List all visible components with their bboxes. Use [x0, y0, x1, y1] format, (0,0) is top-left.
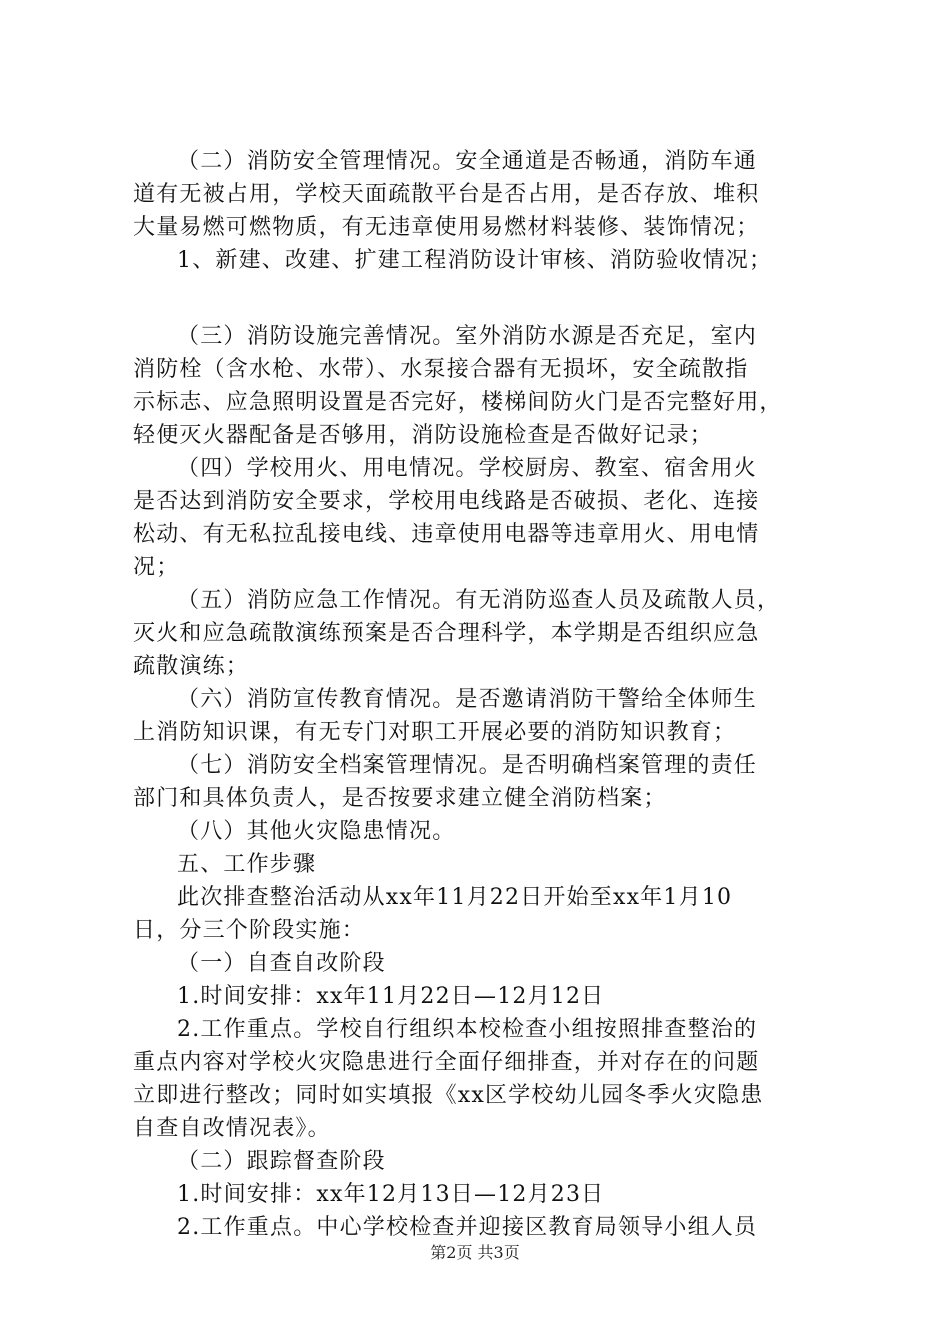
document-body — [133, 145, 833, 1244]
text-line: 1、新建、改建、扩建工程消防设计审核、消防验收情况； — [177, 248, 773, 273]
text-line: 况； — [133, 555, 180, 580]
text-line: 是否达到消防安全要求，学校用电线路是否破损、老化、连接 — [133, 489, 760, 514]
text-line: 轻便灭火器配备是否够用，消防设施检查是否做好记录； — [133, 423, 714, 448]
section-heading: 五、工作步骤 — [177, 852, 317, 877]
text-line: 疏散演练； — [133, 654, 250, 679]
text-line: （六）消防宣传教育情况。是否邀请消防干警给全体师生 — [177, 687, 758, 712]
text-line: 日，分三个阶段实施： — [133, 918, 366, 943]
text-line: 重点内容对学校火灾隐患进行全面仔细排查，并对存在的问题 — [133, 1050, 760, 1075]
text-line: 立即进行整改；同时如实填报《xx区学校幼儿园冬季火灾隐患 — [133, 1083, 764, 1108]
subsection-heading: （二）跟踪督查阶段 — [177, 1149, 386, 1174]
text-line: 2.工作重点。中心学校检查并迎接区教育局领导小组人员 — [177, 1215, 758, 1240]
text-line: 灭火和应急疏散演练预案是否合理科学，本学期是否组织应急 — [133, 621, 760, 646]
text-line: （三）消防设施完善情况。室外消防水源是否充足，室内 — [177, 324, 758, 349]
text-line: 此次排查整治活动从xx年11月22日开始至xx年1月10 — [177, 885, 733, 910]
text-line: 消防栓（含水枪、水带）、水泵接合器有无损坏，安全疏散指 — [133, 357, 749, 382]
subsection-heading: （一）自查自改阶段 — [177, 951, 386, 976]
text-line: （四）学校用火、用电情况。学校厨房、教室、宿舍用火 — [177, 456, 758, 481]
blank-line — [133, 277, 833, 320]
text-line: 自查自改情况表》。 — [133, 1116, 331, 1141]
text-line: 2.工作重点。学校自行组织本校检查小组按照排查整治的 — [177, 1017, 758, 1042]
text-line: 部门和具体负责人，是否按要求建立健全消防档案； — [133, 786, 667, 811]
text-line: 松动、有无私拉乱接电线、违章使用电器等违章用火、用电情 — [133, 522, 760, 547]
text-line: 1.时间安排：xx年11月22日—12月12日 — [177, 984, 605, 1009]
text-line: 1.时间安排：xx年12月13日—12月23日 — [177, 1182, 605, 1207]
text-line: （五）消防应急工作情况。有无消防巡查人员及疏散人员， — [177, 588, 781, 613]
text-line: （八）其他火灾隐患情况。 — [177, 819, 456, 844]
text-line: （七）消防安全档案管理情况。是否明确档案管理的责任 — [177, 753, 758, 778]
text-line: 道有无被占用，学校天面疏散平台是否占用，是否存放、堆积 — [133, 182, 760, 207]
text-line: 大量易燃可燃物质，有无违章使用易燃材料装修、装饰情况； — [133, 215, 760, 240]
text-line: 示标志、应急照明设置是否完好，楼梯间防火门是否完整好用， — [133, 390, 783, 415]
text-line: （二）消防安全管理情况。安全通道是否畅通，消防车通 — [177, 149, 758, 174]
page-number-footer: 第2页 共3页 — [430, 1243, 520, 1262]
text-line: 上消防知识课，有无专门对职工开展必要的消防知识教育； — [133, 720, 737, 745]
